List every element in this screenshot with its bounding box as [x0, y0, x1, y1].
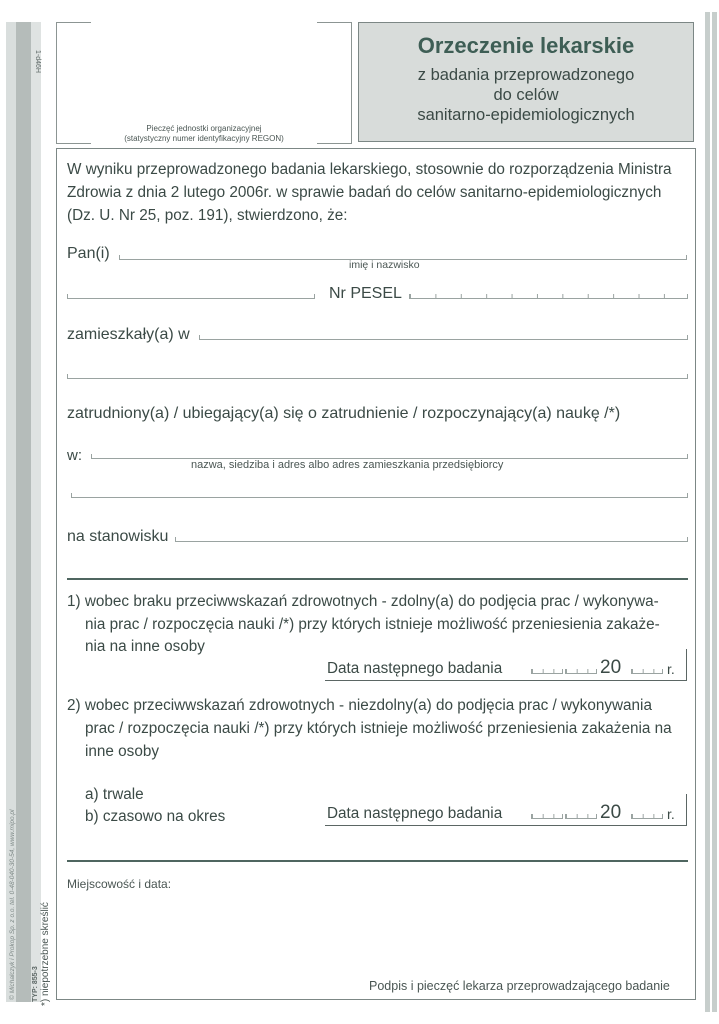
- intro-line: Zdrowia z dnia 2 lutego 2006r. w sprawie badań do celów sanitarno-epidemiologicznych: [67, 184, 662, 201]
- subtitle-line: sanitarno-epidemiologicznych: [417, 106, 635, 124]
- verdict-2: 2) wobec przeciwwskazań zdrowotnych - niezdolny(a) do podjęcia prac / wykonywania: [67, 697, 652, 714]
- verdict-2: prac / rozpoczęcia nauki /*) przy których istnieje możliwość przeniesienia zakażenia na: [85, 720, 672, 737]
- stamp-label: [56, 124, 352, 144]
- day-field[interactable]: [531, 669, 563, 674]
- signature-label[interactable]: Podpis i pieczęć lekarza przeprowadzającego badanie: [369, 979, 670, 993]
- month-field[interactable]: [565, 669, 597, 674]
- next-exam-label: Data następnego badania: [327, 660, 503, 677]
- verdict-1: 1) wobec braku przeciwwskazań zdrowotnych - zdolny(a) do podjęcia prac / wykonywa-: [67, 593, 659, 610]
- margin-strip: [16, 22, 31, 1002]
- divider: [67, 860, 688, 862]
- subtitle-line: do celów: [493, 86, 559, 104]
- verdict-1: nia na inne osoby: [85, 638, 205, 655]
- next-exam-date-2: [325, 794, 687, 826]
- intro-line: (Dz. U. Nr 25, poz. 191), stwierdzono, że:: [67, 207, 348, 224]
- margin-strip: [31, 22, 41, 1002]
- pesel-field[interactable]: [409, 294, 688, 299]
- verdict-1: nia prac / rozpoczęcia nauki /*) przy których istnieje możliwość przeniesienia zakaże-: [85, 616, 660, 633]
- position-field[interactable]: [175, 537, 688, 542]
- year-prefix: 20: [600, 802, 622, 823]
- year-prefix: 20: [600, 657, 622, 678]
- margin-strip: [712, 12, 717, 1012]
- pesel-label: Nr PESEL: [329, 285, 402, 302]
- day-field[interactable]: [531, 814, 563, 819]
- form-code: 1-d46H: [34, 50, 41, 73]
- footnote: *) niepotrzebne skreślić: [40, 902, 51, 1006]
- subtitle: [359, 65, 693, 125]
- month-field[interactable]: [565, 814, 597, 819]
- address-label: zamieszkały(a) w: [67, 326, 190, 343]
- position-label: na stanowisku: [67, 528, 169, 545]
- page-title: Orzeczenie lekarskie: [417, 33, 635, 58]
- year-suffix: r.: [667, 806, 675, 822]
- option-b[interactable]: b) czasowo na okres: [85, 808, 226, 825]
- year-field[interactable]: [631, 814, 663, 819]
- printer-info: © Michalczyk i Prokop Sp. z o.o. tel. 0-48-040-30-54, www.mipo.pl: [9, 809, 16, 1000]
- year-suffix: r.: [667, 661, 675, 677]
- stamp-label-line: Pieczęć jednostki organizacyjnej: [146, 124, 262, 133]
- employment-label: zatrudniony(a) / ubiegający(a) się o zatrudnienie / rozpoczynający(a) naukę /*): [67, 405, 621, 422]
- year-field[interactable]: [631, 669, 663, 674]
- subtitle-line: z badania przeprowadzonego: [417, 66, 635, 84]
- name-hint: imię i nazwisko: [349, 259, 420, 271]
- employer-field-2[interactable]: [71, 493, 688, 498]
- divider: [67, 578, 688, 580]
- form-body: [56, 148, 696, 1000]
- verdict-2: inne osoby: [85, 743, 159, 760]
- employer-hint: nazwa, siedziba i adres albo adres zamieszkania przedsiębiorcy: [191, 459, 504, 471]
- place-date-label[interactable]: Miejscowość i data:: [67, 877, 172, 891]
- name-label: Pan(i): [67, 245, 110, 262]
- next-exam-date-1: [325, 649, 687, 681]
- option-a[interactable]: a) trwale: [85, 786, 144, 803]
- intro-line: W wyniku przeprowadzonego badania lekarskiego, stosownie do rozporządzenia Ministra: [67, 161, 672, 178]
- stamp-area: [56, 22, 352, 144]
- type-code: TYP: 855-3: [32, 966, 39, 1002]
- employer-label: w:: [67, 447, 82, 464]
- stamp-label-line: (statystyczny numer identyfikacyjny REGON): [124, 134, 284, 143]
- address-field-2[interactable]: [67, 374, 688, 379]
- address-field[interactable]: [199, 335, 688, 340]
- margin-strip: [705, 12, 710, 1012]
- title-box: [358, 22, 694, 142]
- next-exam-label: Data następnego badania: [327, 805, 503, 822]
- extra-field[interactable]: [67, 294, 315, 299]
